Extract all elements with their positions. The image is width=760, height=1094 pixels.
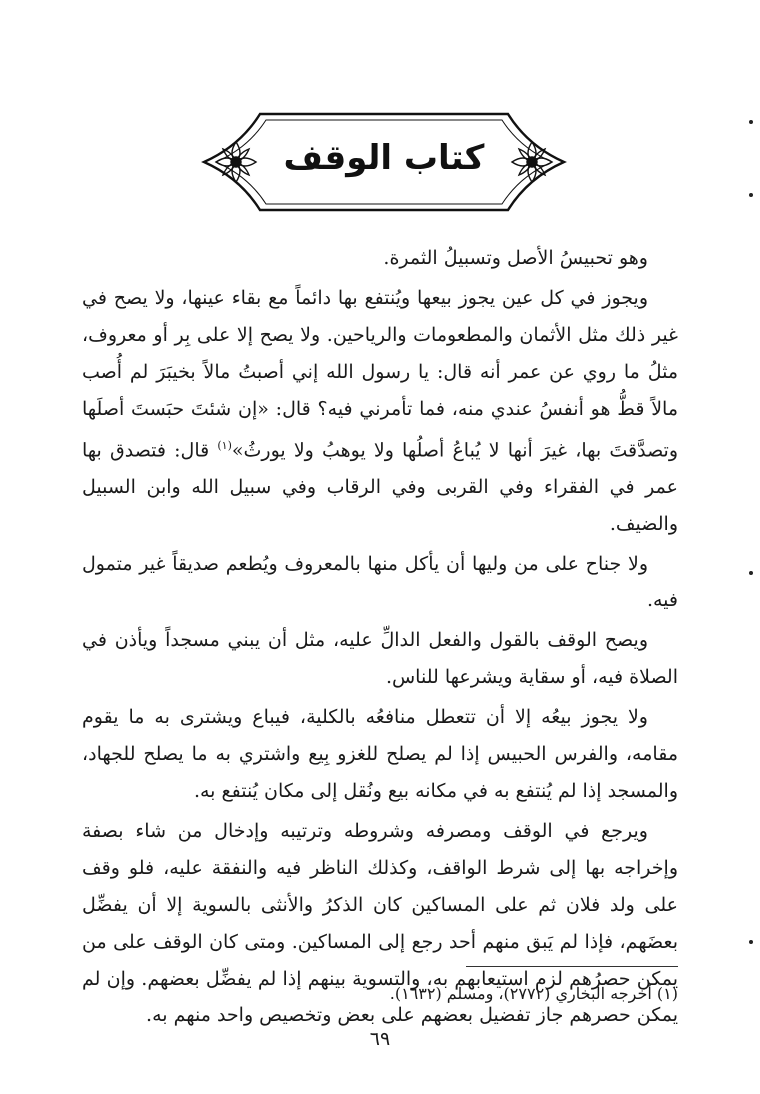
margin-dot [749, 193, 753, 197]
paragraph-conditions [82, 280, 678, 543]
margin-dot [749, 940, 753, 944]
paragraph-umar-text: قال: فتصدق بها عمر في الفقراء وفي القربى وفي الرقاب وفي سبيل الله وابن السبيل والضيف. [82, 438, 678, 535]
margin-dot [749, 571, 753, 575]
paragraph-conditions-of-founder: ويرجع في الوقف ومصرفه وشروطه وترتيبه وإدخال من شاء بصفة وإخراجه بها إلى شرط الواقف، وكذلك الناظر فيه والنفقة عليه، فلو وقف على ولد فلان ثم على المساكين كان الذكرُ والأنثى بالسوية إلا أن يفضِّل بعضَهم، فإذا لم يَبق منهم أحد رجع إلى المساكين. ومتى كان الوقف على من يمكن حصرُهم لزم استيعابهم به، والتسوية بينهم إذا لم يفضِّل بعضهم. وإن لم يمكن حصرهم جاز تفضيل بعضهم على بعض وتخصيص واحد منهم به. [82, 819, 678, 1027]
page-number: ٦٩ [369, 1028, 391, 1050]
chapter-heading-frame [198, 106, 570, 218]
paragraph-sale: ولا يجوز بيعُه إلا أن تتعطل منافعُه بالكلية، فيباع ويشترى به ما يقوم مقامه، والفرس الحبيس إذا لم يصلح للغزو بِيع واشتري به ما يصلح للجهاد، والمسجد إذا لم يُنتفع به في مكانه بيع ونُقل إلى مكان يُنتفع به. [82, 706, 678, 803]
margin-dot [749, 120, 753, 124]
footnote-divider [466, 966, 678, 967]
paragraph-conditions-text: ويجوز في كل عين يجوز بيعها ويُنتفع بها دائماً مع بقاء عينها، ولا يصح في غير ذلك مثل الأثمان والمطعومات والرياحين. ولا يصح إلا على بِر أو معروف، مثلُ ما روي عن عمر أنه قال: يا رسول الله إني أصبتُ مالاً بخيبَرَ لم أُصب مالاً قطُّ هو أنفسُ عندي منه، فما تأمرني فيه؟ قال: «إن شئتَ حبَستَ أصلَها وتصدَّقتَ بها، غيرَ أنها لا يُباعُ أصلُها ولا يوهبُ ولا يورثُ» [82, 286, 679, 461]
footnote: (١) أخرجه البخاري (٢٧٧٢)، ومسلم (١٦٣٢). [389, 984, 678, 1003]
paragraph-validity: ويصح الوقف بالقول والفعل الدالِّ عليه، مثل أن يبني مسجداً ويأذن في الصلاة فيه، أو سقاية ويشرعها للناس. [82, 629, 678, 689]
chapter-title: كتاب الوقف [283, 138, 485, 178]
footnote-reference: (١) [217, 438, 232, 452]
body-text [82, 240, 678, 1037]
paragraph-definition: وهو تحبيسُ الأصل وتسبيلُ الثمرة. [383, 247, 648, 269]
paragraph-guardian: ولا جناح على من وليها أن يأكل منها بالمعروف ويُطعم صديقاً غير متمول فيه. [82, 552, 678, 612]
